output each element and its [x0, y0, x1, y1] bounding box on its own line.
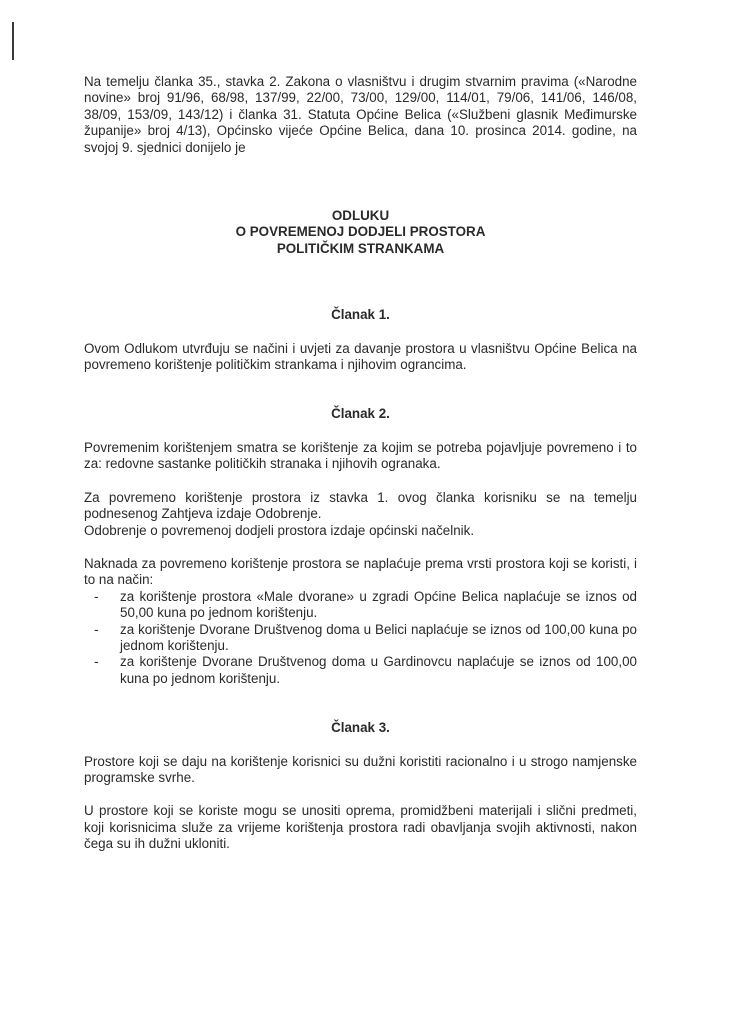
- document-title: [84, 208, 637, 257]
- article-3-paragraph-2: U prostore koji se koriste mogu se unositi oprema, promidžbeni materijali i slični predmeti, koji korisnicima služe za vrijeme korištenja prostora radi obavljanja svojih aktivnosti, nakon čega su ih dužni ukloniti.: [84, 803, 637, 852]
- title-line-1: ODLUKU: [331, 208, 390, 224]
- article-1-paragraph-1: Ovom Odlukom utvrđuju se načini i uvjeti za davanje prostora u vlasništvu Općine Belica na povremeno korištenje političkim strankama i njihovim ograncima.: [84, 340, 637, 373]
- article-1-heading: Članak 1.: [331, 307, 390, 323]
- list-item: - za korištenje Dvorane Društvenog doma u Gardinovcu naplaćuje se iznos od 100,00 kuna po jednom korištenju.: [120, 654, 637, 687]
- article-2-paragraph-1: Povremenim korištenjem smatra se korištenje za kojim se potreba pojavljuje povremeno i to za: redovne sastanke političkih stranaka i njihovih ogranaka.: [84, 439, 637, 472]
- article-2-heading: Članak 2.: [331, 406, 390, 422]
- preamble-paragraph: Na temelju članka 35., stavka 2. Zakona o vlasništvu i drugim stvarnim pravima («Narodne novine» broj 91/96, 68/98, 137/99, 22/00, 73/00, 129/00, 114/01, 79/06, 141/06, 146/08, 38/09, 153/09, 143/12) i članka 31. Statuta Općine Belica («Službeni glasnik Međimurske županije» broj 4/13), Općinsko vijeće Općine Belica, dana 10. prosinca 2014. godine, na svojoj 9. sjednici donijelo je: [84, 74, 637, 155]
- list-item: - za korištenje prostora «Male dvorane» u zgradi Općine Belica naplaćuje se iznos od 50,00 kuna po jednom korištenju.: [120, 589, 637, 622]
- scan-edge-mark: [12, 22, 14, 60]
- title-line-2: O POVREMENOJ DODJELI PROSTORA: [235, 224, 486, 240]
- article-3-paragraph-1: Prostore koji se daju na korištenje korisnici su dužni koristiti racionalno i u strogo namjenske programske svrhe.: [84, 753, 637, 785]
- article-2-paragraph-4: Naknada za povremeno korištenje prostora se naplaćuje prema vrsti prostora koji se koristi, i to na način:: [84, 555, 637, 588]
- list-item: - za korištenje Dvorane Društvenog doma u Belici naplaćuje se iznos od 100,00 kuna po jednom korištenju.: [120, 622, 637, 655]
- document-page: [84, 74, 637, 853]
- article-2-paragraph-3: Odobrenje o povremenoj dodjeli prostora izdaje općinski načelnik.: [84, 522, 475, 538]
- article-3-heading: Članak 3.: [331, 720, 390, 736]
- title-line-3: POLITIČKIM STRANKAMA: [276, 240, 445, 256]
- fee-list: [84, 589, 637, 687]
- article-2-paragraph-2: Za povremeno korištenje prostora iz stavka 1. ovog članka korisniku se na temelju podnesenog Zahtjeva izdaje Odobrenje.: [84, 489, 637, 522]
